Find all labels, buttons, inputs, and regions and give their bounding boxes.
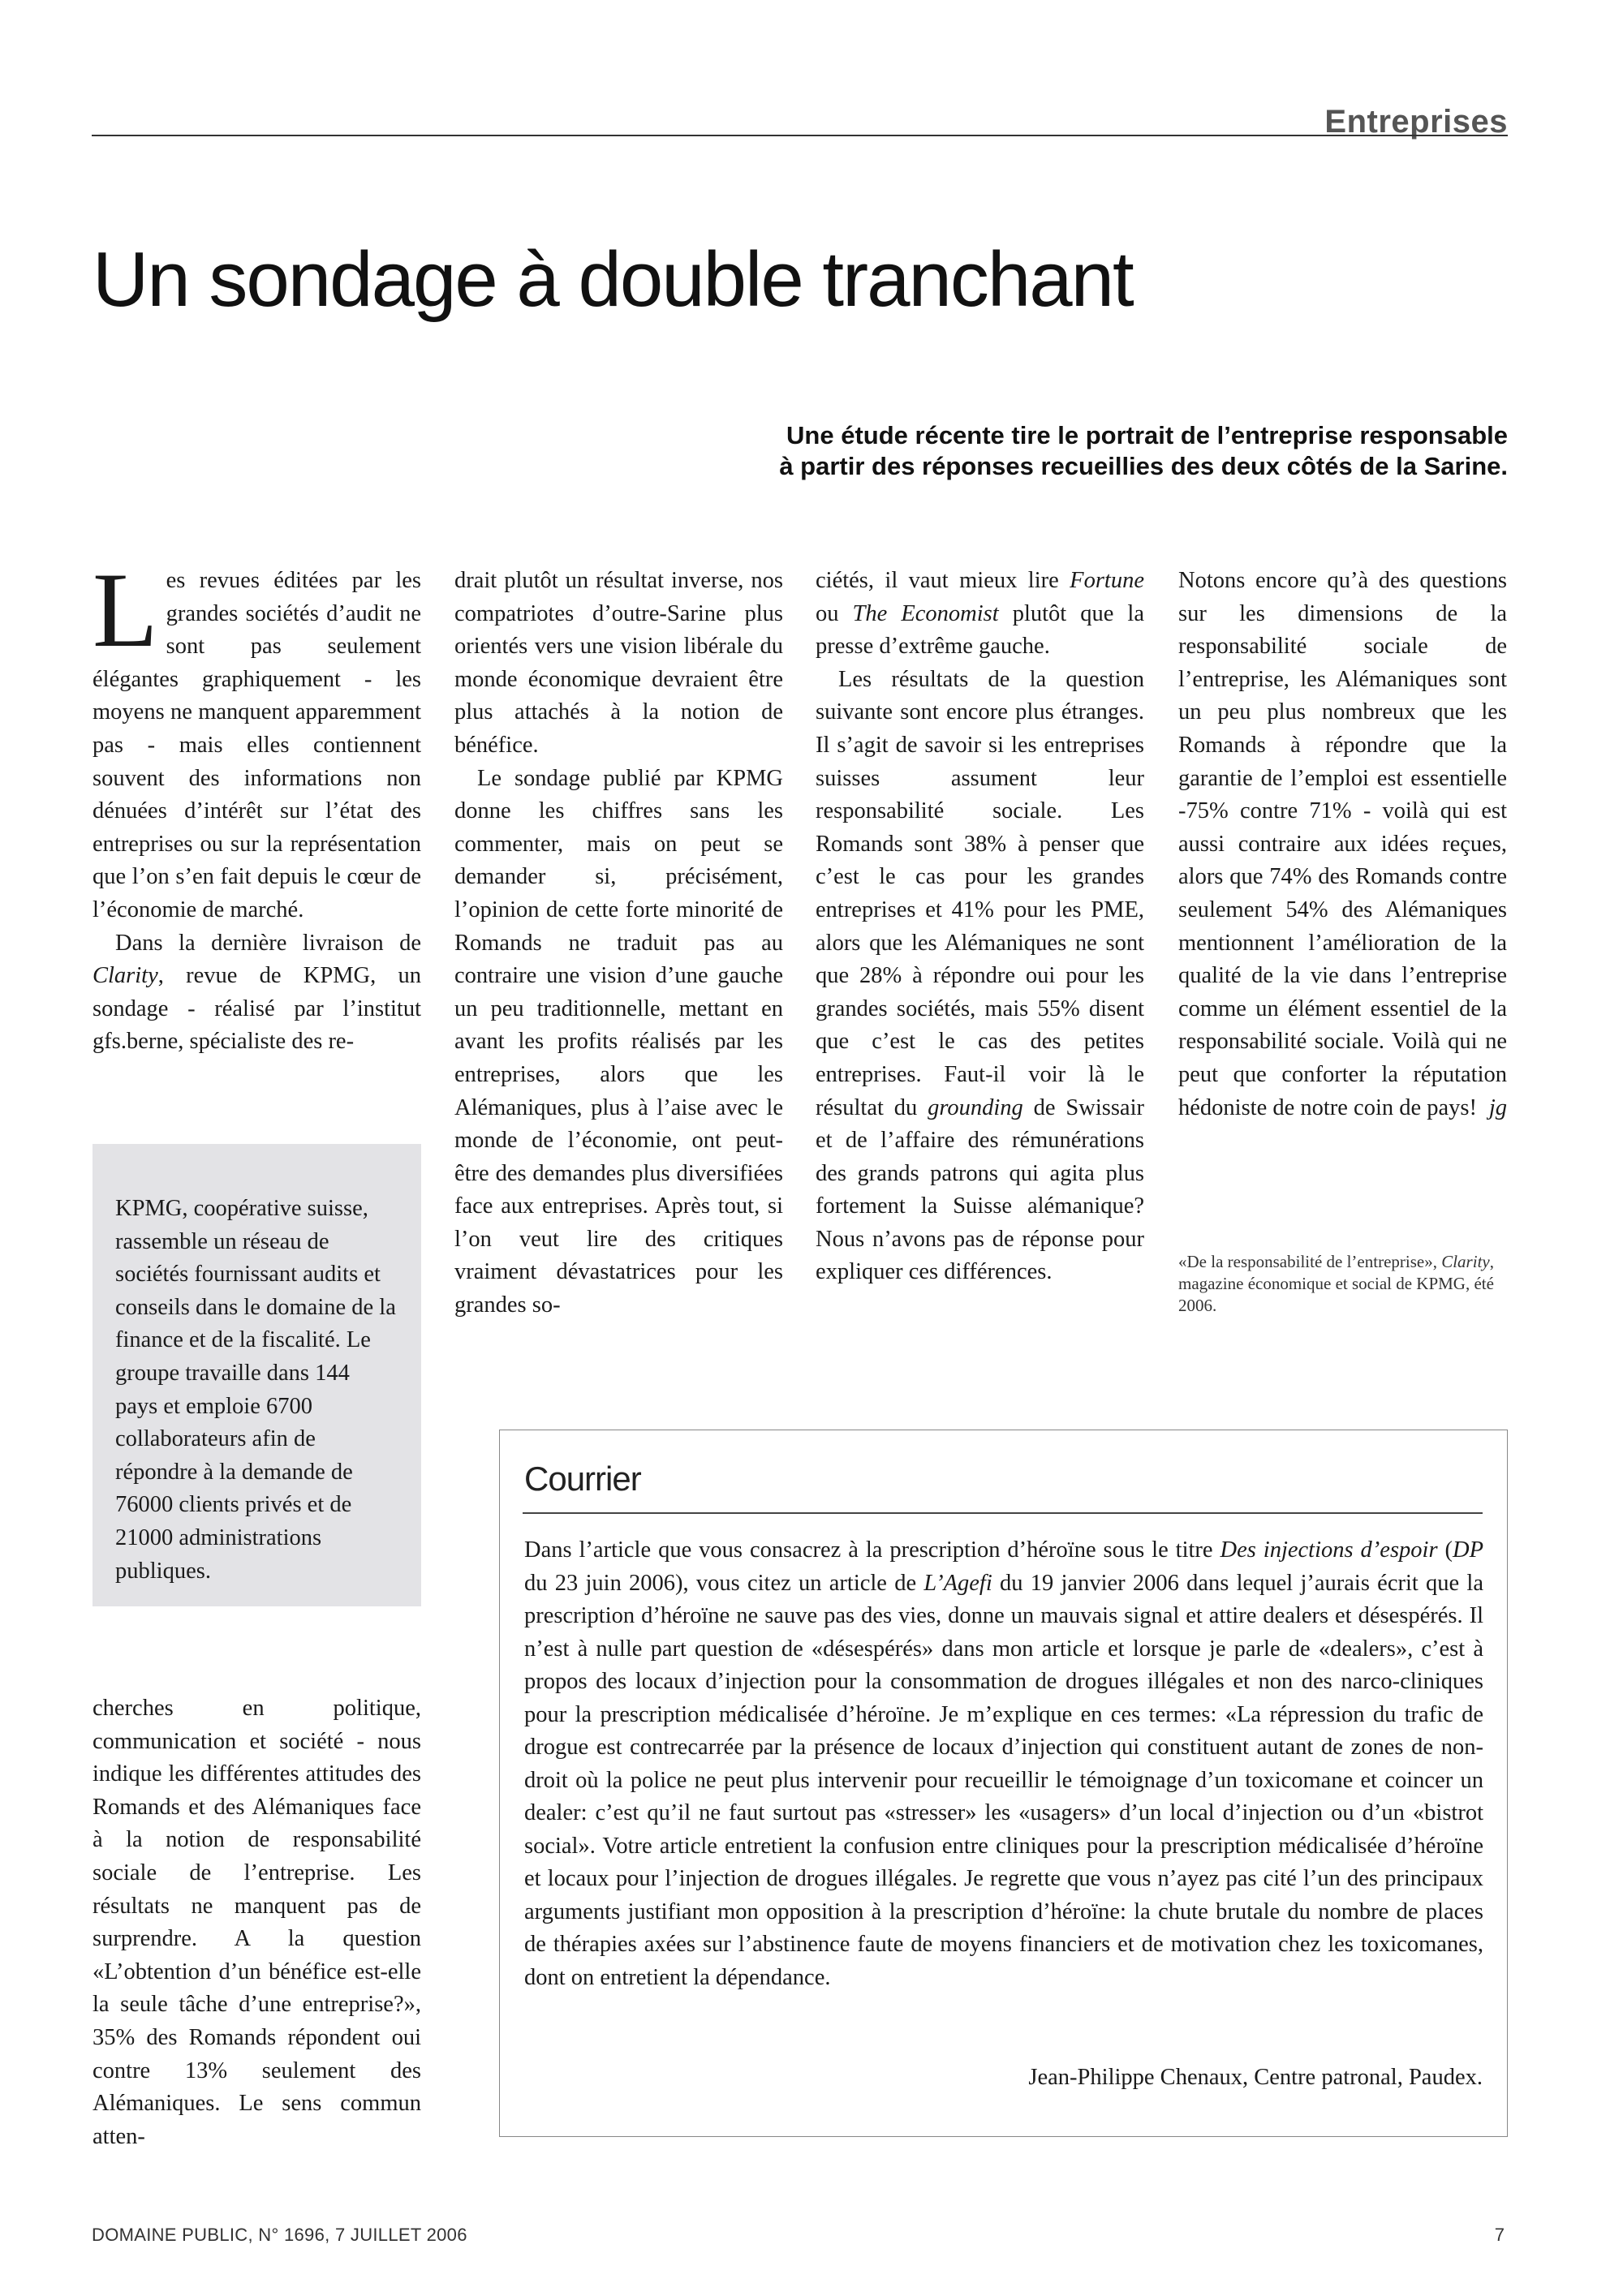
courrier-letter — [524, 1534, 1483, 1994]
article-paragraph — [816, 565, 1144, 664]
article-paragraph — [93, 927, 421, 1059]
page-title: Un sondage à double tranchant — [93, 236, 1133, 323]
author-signature: jg — [1488, 1095, 1507, 1121]
paragraph-text: ciétés, il vaut mieux lire — [816, 568, 1070, 593]
publication-name: L’Agefi — [923, 1570, 992, 1596]
letter-text: Dans l’article que vous consacrez à la prescription d’héroïne sous le titre — [524, 1537, 1220, 1563]
source-note — [1178, 1251, 1503, 1317]
lead-paragraph — [534, 420, 1508, 482]
paragraph-text: , revue de KPMG, un sondage - réalisé par l’institut gfs.berne, spécialiste des re- — [93, 963, 421, 1055]
courrier-box — [499, 1430, 1508, 2137]
page-number: 7 — [1494, 2225, 1505, 2245]
sidebar-box — [93, 1144, 421, 1606]
letter-text: du 19 janvier 2006 dans lequel j’aurais écrit que la prescription d’héroïne ne sauve pas des vies, donne un mauvais signal et attire dealers et désespérés. Il n’est à nulle part question de «désespérés» dans mon article et lorsque je parle de «dealers», c’est à propos des locaux d’injection pour la consommation de drogues illégales et non des narco-cliniques pour la prescription médicalisée d’héroïne. Je m’explique en ces termes: «La répression du trafic de drogue est contrecarrée par la présence de locaux d’injection qui constituent autant de zones de non-droit où la police ne peut plus intervenir pour recueillir le témoignage d’un toxicomane et coincer un dealer: c’est qu’il ne faut surtout pas «stresser» les «usagers» d’un local d’injection ou d’un «bistrot social». Votre article entretient la confusion entre cliniques pour la prescription médicalisée d’héroïne et locaux pour l’injection de drogues illégales. Je regrette que vous n’ayez pas cité l’un des principaux arguments justifiant mon opposition à la prescription d’héroïne: la chute brutale du nombre de places de thérapies axées sur l’abstinence faute de moyens financiers et de motivation chez les toxicomanes, dont on entretient la dépendance. — [524, 1570, 1483, 1990]
paragraph-text: ou — [816, 600, 853, 626]
article-paragraph: drait plutôt un résultat inverse, nos compatriotes d’outre-Sarine plus orientés vers une vision libérale du monde économique devraient être plus attachés à la notion de bénéfice. — [454, 568, 783, 758]
footer-publication: DOMAINE PUBLIC, N° 1696, 7 JUILLET 2006 — [92, 2225, 467, 2245]
article-paragraph — [816, 664, 1144, 1289]
source-text: «De la responsabilité de l’entreprise», — [1178, 1252, 1442, 1271]
letter-text: du 23 juin 2006), vous citez un article de — [524, 1570, 924, 1596]
drop-cap: L — [93, 550, 158, 669]
paragraph-text: Les résultats de la question suivante sont encore plus étranges. Il s’agit de savoir si les entreprises suisses assument leur responsabilité sociale. Les Romands sont 38% à penser que c’est le cas pour les grandes entreprises et 41% pour les PME, alors que les Alémaniques ne sont que 28% à répondre oui pour les grandes sociétés, mais 55% disent que c’est le cas des petites entreprises. Faut-il voir là le résultat du — [816, 666, 1144, 1120]
magazine-name: Fortune — [1070, 568, 1144, 593]
magazine-name: Clarity — [93, 963, 158, 989]
emphasis-term: grounding — [928, 1094, 1023, 1120]
magazine-name: The Economist — [852, 600, 999, 626]
article-column-1 — [93, 550, 421, 1059]
magazine-name: Clarity — [1441, 1252, 1490, 1271]
header-rule — [92, 135, 1508, 136]
source-text: , magazine économique et social de KPMG, été 2006. — [1178, 1252, 1494, 1315]
article-paragraph: Notons encore qu’à des questions sur les dimensions de la responsabilité sociale de l’entreprise, les Alémaniques sont un peu plus nombreux que les Romands à répondre que la garantie de l’emploi est essentielle -75% contre 71% - voilà qui est aussi contraire aux idées reçues, alors que 74% des Romands contre seulement 54% des Alémaniques mentionnent l’amélioration de la qualité de la vie dans l’entreprise comme un élément essentiel de la responsabilité sociale. Voilà qui ne peut que conforter la réputation hédoniste de notre coin de pays! — [1178, 568, 1507, 1120]
publication-name: DP — [1453, 1537, 1483, 1563]
article-title: Des injections d’espoir — [1220, 1537, 1438, 1563]
letter-text: ( — [1437, 1537, 1453, 1563]
paragraph-text: Dans la dernière livraison de — [115, 930, 421, 956]
article-column-4 — [1178, 565, 1507, 1125]
article-column-2 — [454, 565, 783, 1322]
article-column-1-continued — [93, 1692, 421, 2153]
paragraph-text: plutôt que la presse d’extrême gauche. — [816, 600, 1144, 660]
lead-line-1: Une étude récente tire le portrait de l’entreprise responsable — [786, 421, 1508, 449]
paragraph-text: es revues éditées par les grandes sociétés d’audit ne sont pas seulement élégantes graphiquement - les moyens ne manquent apparemment pas - mais elles contiennent souvent des informations non dénuées d’intérêt sur l’état des entreprises ou sur la représentation que l’on s’en fait depuis le cœur de l’économie de marché. — [93, 568, 421, 922]
courrier-title: Courrier — [524, 1460, 641, 1498]
lead-line-2: à partir des réponses recueillies des deux côtés de la Sarine. — [779, 452, 1508, 480]
article-paragraph: Le sondage publié par KPMG donne les chiffres sans les commenter, mais on peut se demander si, précisément, l’opinion de cette forte minorité de Romands ne traduit pas au contraire une vision d’une gauche un peu traditionnelle, mettant en avant les profits réalisés par les entreprises, alors que les Alémaniques, plus à l’aise avec le monde de l’économie, ont peut-être des demandes plus diversifiées face aux entreprises. Après tout, si l’on veut lire des critiques vraiment dévastatrices pour les grandes so- — [454, 765, 783, 1318]
courrier-rule — [523, 1512, 1483, 1514]
article-paragraph — [93, 550, 421, 927]
paragraph-text: de Swissair et de l’affaire des rémunérations des grands patrons qui agita plus fortement la Suisse alémanique? Nous n’avons pas de réponse pour expliquer ces différences. — [816, 1094, 1144, 1285]
courrier-signature: Jean-Philippe Chenaux, Centre patronal, Paudex. — [1028, 2065, 1483, 2090]
sidebar-text: KPMG, coopérative suisse, rassemble un réseau de sociétés fournissant audits et conseils dans le domaine de la finance et de la fiscalité. Le groupe travaille dans 144 pays et emploie 6700 collaborateurs afin de répondre à la demande de 76000 clients privés et de 21000 administrations publiques. — [115, 1196, 396, 1584]
article-paragraph: cherches en politique, communication et société - nous indique les différentes attitudes des Romands et des Alémaniques face à la notion de responsabilité sociale de l’entreprise. Les résultats ne manquent pas de surprendre. A la question «L’obtention d’un bénéfice est-elle la seule tâche d’une entreprise?», 35% des Romands répondent oui contre 13% seulement des Alémaniques. Le sens commun atten- — [93, 1696, 421, 2149]
section-label: Entreprises — [1324, 104, 1508, 140]
article-column-3 — [816, 565, 1144, 1289]
